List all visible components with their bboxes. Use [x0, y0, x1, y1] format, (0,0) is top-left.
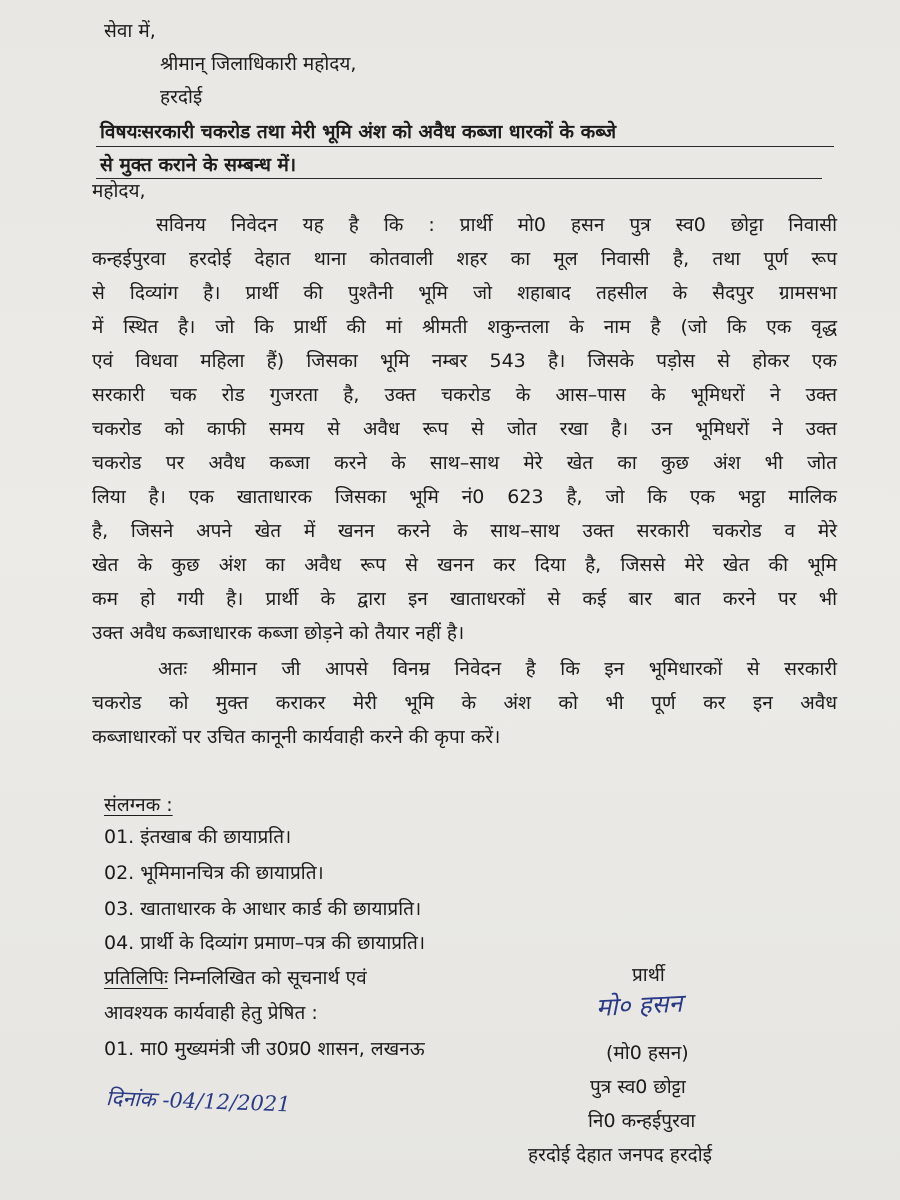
body-line: उक्त अवैध कब्जाधारक कब्जा छोड़ने को तैयार नहीं है। [92, 622, 465, 644]
copy-to-item: 01. मा0 मुख्यमंत्री जी उ0प्र0 शासन, लखनऊ [104, 1038, 425, 1060]
greeting: महोदय, [92, 180, 146, 202]
addressee: श्रीमान् जिलाधिकारी महोदय, [160, 53, 357, 75]
body-line: लिया है। एक खाताधारक जिसका भूमि नं0 623 है, जो कि एक भट्ठा मालिक [92, 486, 837, 508]
copy-to-line-1 [104, 969, 367, 988]
subject-line-2: से मुक्त कराने के सम्बन्ध में। [100, 154, 297, 176]
applicant-village: नि0 कन्हईपुरवा [588, 1110, 696, 1132]
applicant-father: पुत्र स्व0 छोट्टा [590, 1076, 686, 1098]
copy-to-line-2: आवश्यक कार्यवाही हेतु प्रेषित : [104, 1002, 318, 1024]
body-line: में स्थित है। जो कि प्रार्थी की मां श्रीमती शकुन्तला के नाम है (जो कि एक वृद्ध [92, 316, 837, 338]
salutation-to: सेवा में, [104, 20, 156, 42]
request-line: अतः श्रीमान जी आपसे विनम्र निवेदन है कि इन भूमिधारकों से सरकारी [158, 658, 837, 680]
subject-underline-2 [96, 178, 822, 179]
request-line: चकरोड को मुक्त कराकर मेरी भूमि के अंश को भी पूर्ण कर इन अवैध [92, 692, 837, 714]
body-line: सविनय निवेदन यह है कि : प्रार्थी मो0 हसन पुत्र स्व0 छोट्टा निवासी [156, 214, 837, 236]
enclosure-item: 02. भूमिमानचित्र की छायाप्रति। [104, 862, 324, 884]
body-line: कम हो गयी है। प्रार्थी के द्वारा इन खाताधरकों से कई बार बात करने पर भी [92, 588, 837, 610]
body-line: एवं विधवा महिला हैं) जिसका भूमि नम्बर 543 है। जिसके पड़ोस से होकर एक [92, 350, 837, 372]
body-line: सरकारी चक रोड गुजरता है, उक्त चकरोड के आस–पास के भूमिधरों ने उक्त [92, 384, 837, 406]
handwritten-signature: मो० हसन [595, 988, 684, 1022]
subject-underline-1 [96, 146, 834, 147]
enclosure-item: 04. प्रार्थी के दिव्यांग प्रमाण–पत्र की छायाप्रति। [104, 932, 426, 954]
applicant-name: (मो0 हसन) [606, 1042, 689, 1064]
enclosure-item: 03. खाताधारक के आधार कार्ड की छायाप्रति। [104, 898, 422, 920]
handwritten-date: दिनांक -04/12/2021 [105, 1086, 291, 1117]
copy-to-heading: प्रतिलिपिः [104, 967, 168, 989]
applicant-district: हरदोई देहात जनपद हरदोई [528, 1144, 712, 1166]
request-line: कब्जाधारकों पर उचित कानूनी कार्यवाही करने की कृपा करें। [92, 726, 501, 748]
body-line: से दिव्यांग है। प्रार्थी की पुश्तैनी भूमि जो शहाबाद तहसील के सैदपुर ग्रामसभा [92, 282, 837, 304]
body-line: है, जिसने अपने खेत में खनन करने के साथ–साथ उक्त सरकारी चकरोड व मेरे [92, 520, 837, 542]
body-line: कन्हईपुरवा हरदोई देहात थाना कोतवाली शहर का मूल निवासी है, तथा पूर्ण रूप [92, 248, 837, 270]
body-line: चकरोड को काफी समय से अवैध रूप से जोत रखा है। उन भूमिधरों ने उक्त [92, 418, 837, 440]
applicant-label: प्रार्थी [632, 964, 665, 986]
body-line: चकरोड पर अवैध कब्जा करने के साथ–साथ मेरे खेत का कुछ अंश भी जोत [92, 452, 837, 474]
copy-to-heading-rest: निम्नलिखित को सूचनार्थ एवं [167, 967, 367, 989]
addressee-place: हरदोई [160, 86, 203, 108]
subject-line-1: विषयःसरकारी चकरोड तथा मेरी भूमि अंश को अवैध कब्जा धारकों के कब्जे [100, 121, 617, 143]
body-line: खेत के कुछ अंश का अवैध रूप से खनन कर दिया है, जिससे मेरे खेत की भूमि [92, 554, 837, 576]
enclosure-item: 01. इंतखाब की छायाप्रति। [104, 826, 292, 848]
enclosures-heading: संलग्नक : [104, 794, 173, 816]
